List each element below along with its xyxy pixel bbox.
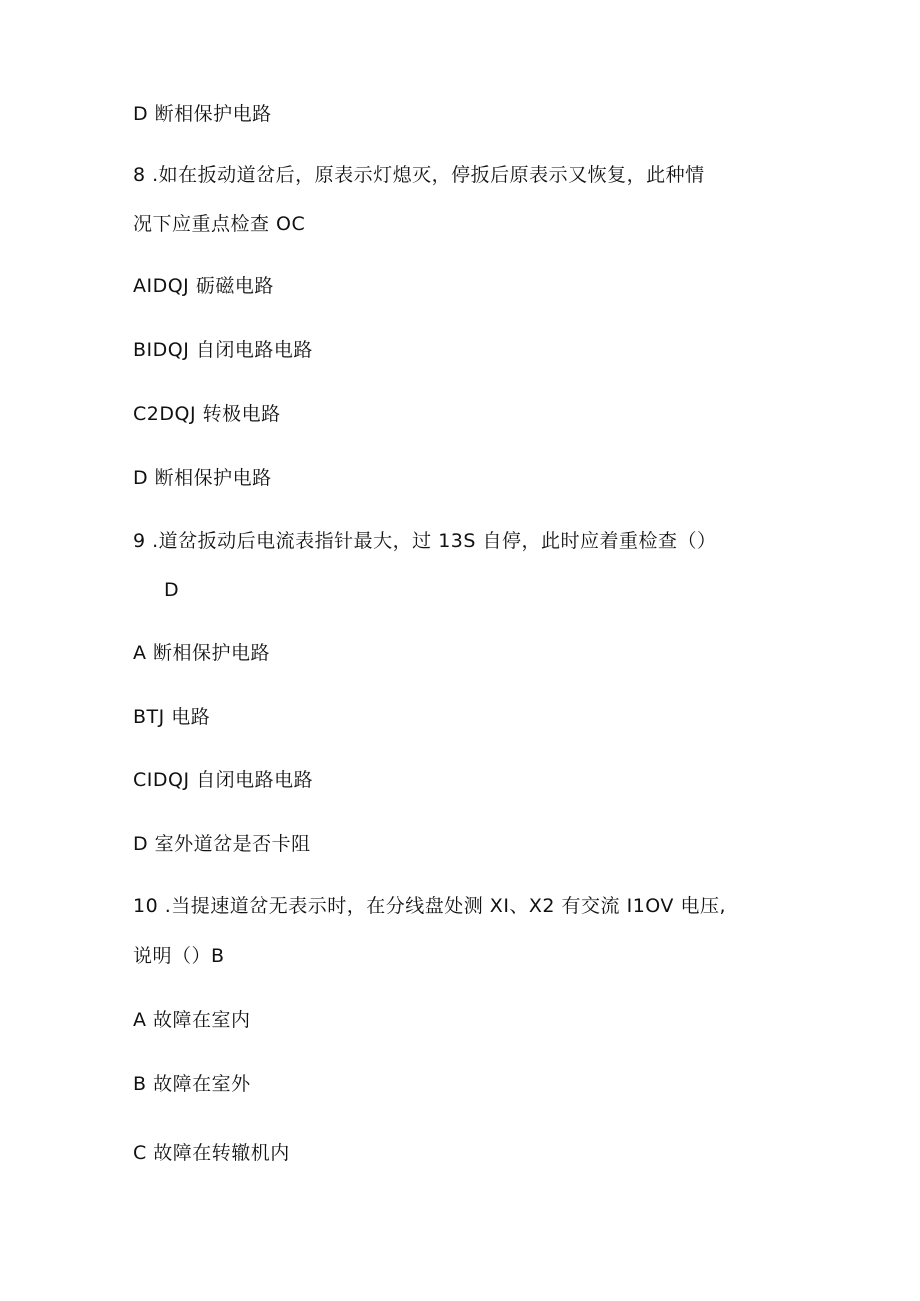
q10-question-line-2: 说明（）B <box>133 945 225 967</box>
q9-option-c: CIDQJ 自闭电路电路 <box>133 769 314 791</box>
q8-question-line-2: 况下应重点检查 OC <box>133 213 306 235</box>
q8-question-line-1: 8 .如在扳动道岔后，原表示灯熄灭，停扳后原表示又恢复，此种情 <box>133 164 705 186</box>
q8-option-b: BIDQJ 自闭电路电路 <box>133 339 313 361</box>
q9-option-d: D 室外道岔是否卡阻 <box>133 833 311 855</box>
q8-option-a: AIDQJ 砺磁电路 <box>133 275 274 297</box>
q9-option-b: BTJ 电路 <box>133 706 211 728</box>
q9-question-line: 9 .道岔扳动后电流表指针最大，过 13S 自停，此时应着重检查（） <box>133 530 717 552</box>
q7-option-d: D 断相保护电路 <box>133 103 272 125</box>
q10-option-a: A 故障在室内 <box>133 1009 251 1031</box>
q10-option-c: C 故障在转辙机内 <box>133 1142 290 1164</box>
q9-answer: D <box>164 579 180 601</box>
q10-question-line-1: 10 .当提速道岔无表示时，在分线盘处测 XI、X2 有交流 I1OV 电压, <box>133 895 726 917</box>
q8-option-c: C2DQJ 转极电路 <box>133 403 281 425</box>
q9-option-a: A 断相保护电路 <box>133 642 271 664</box>
q8-option-d: D 断相保护电路 <box>133 467 272 489</box>
q10-option-b: B 故障在室外 <box>133 1073 251 1095</box>
